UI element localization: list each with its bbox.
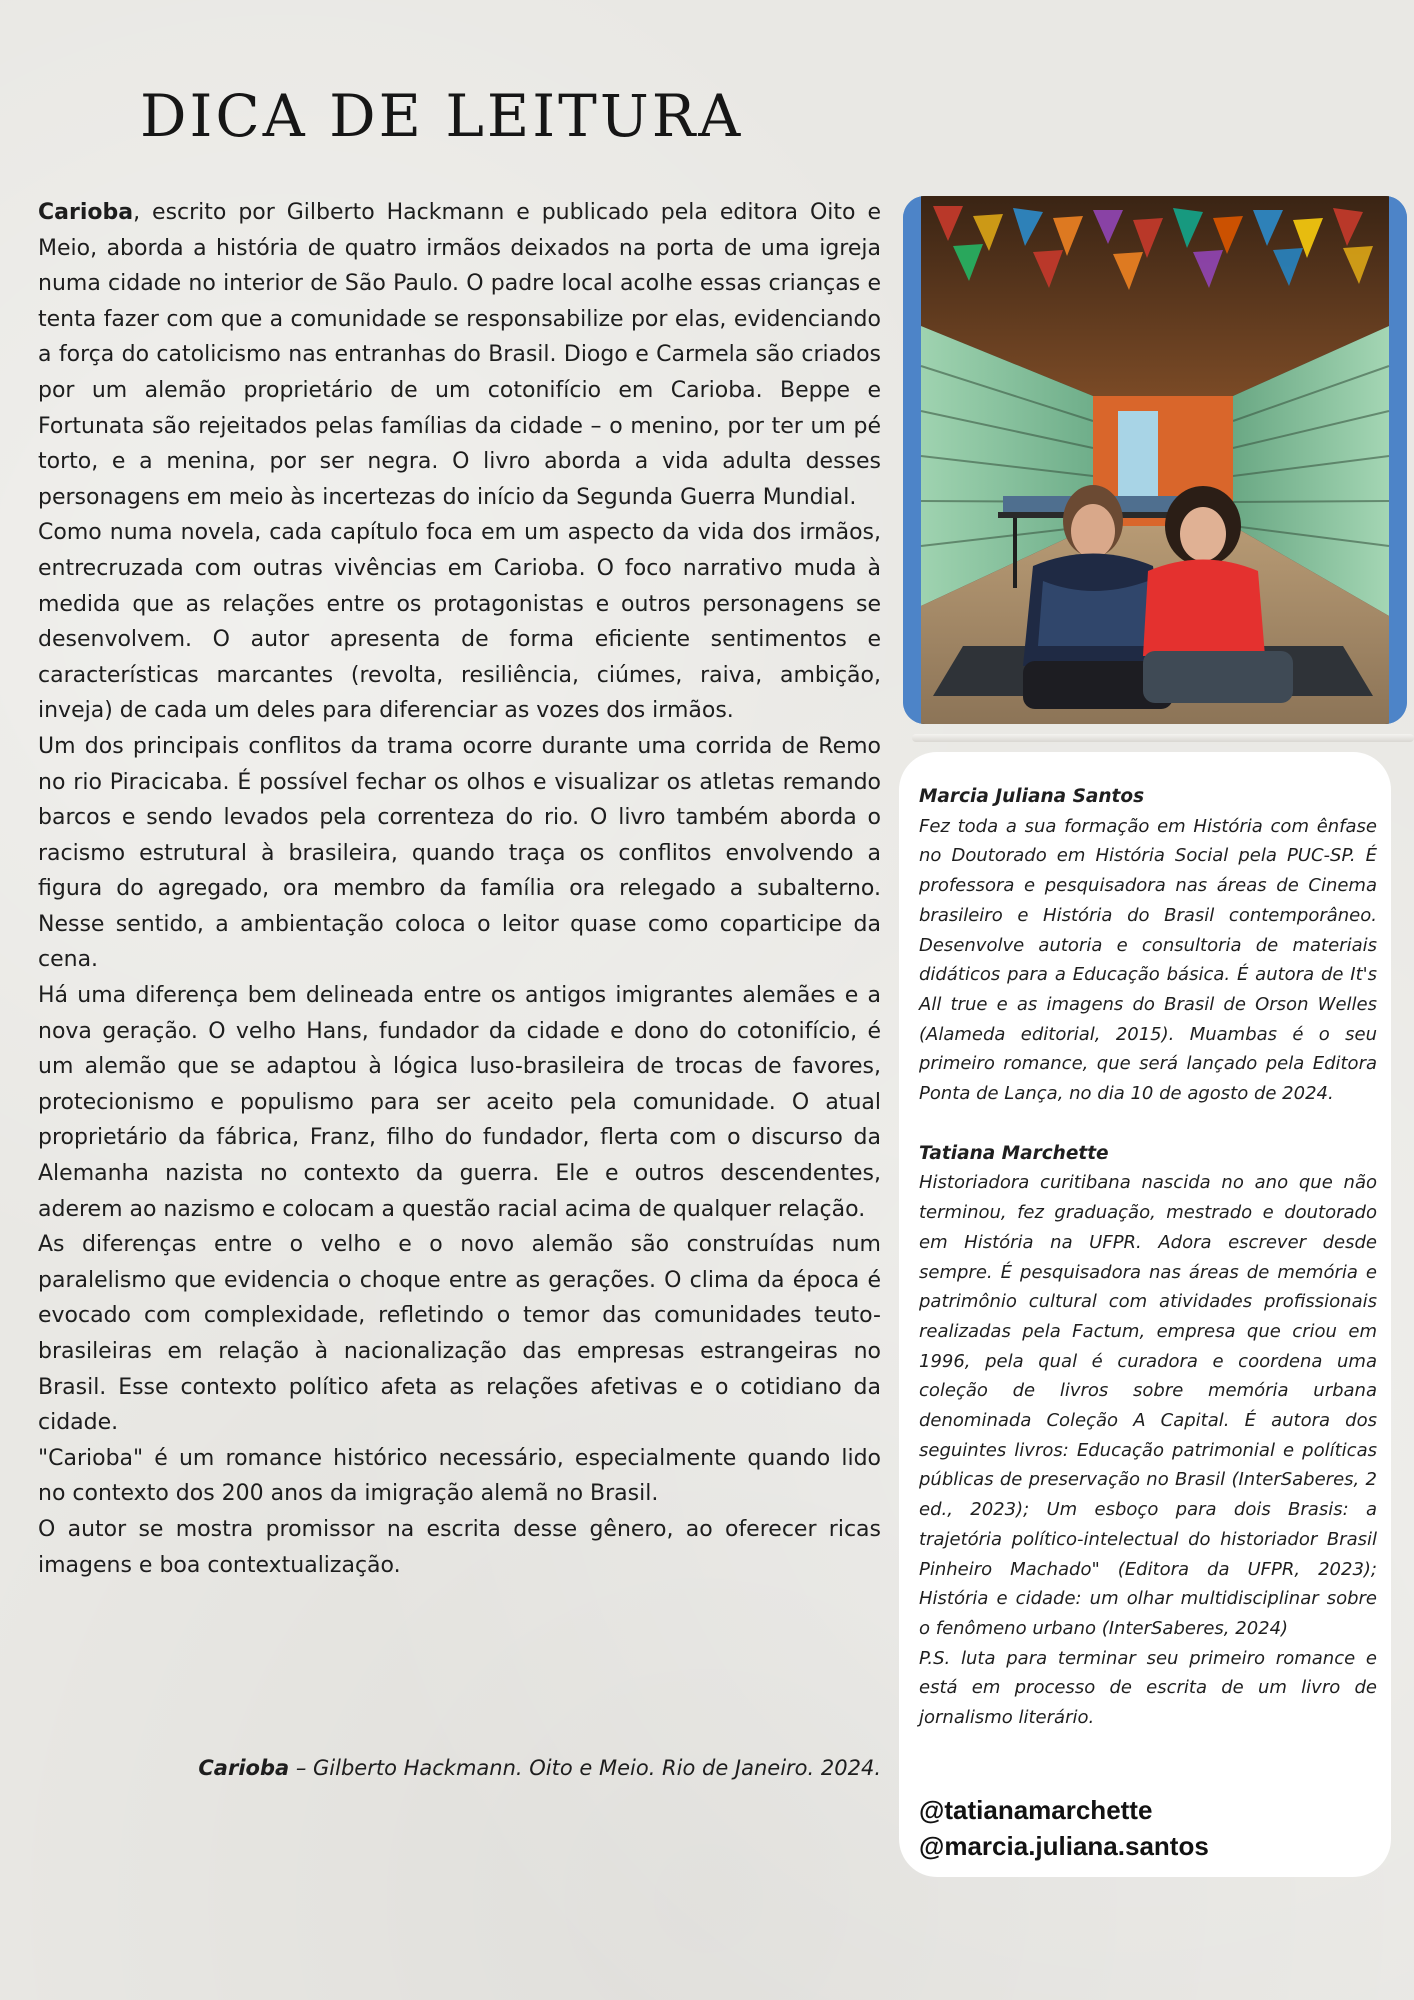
book-citation [38, 1756, 881, 1780]
social-handles [919, 1792, 1379, 1864]
citation-details: – Gilberto Hackmann. Oito e Meio. Rio de Janeiro. 2024. [289, 1756, 881, 1780]
social-handle[interactable]: @marcia.juliana.santos [919, 1831, 1209, 1861]
article-paragraph: Carioba, escrito por Gilberto Hackmann e publicado pela editora Oito e Meio, aborda a história de quatro irmãos deixados na porta de uma igreja numa cidade no interior de São Paulo. O padre local acolhe essas crianças e tenta fazer com que a comunidade se responsabilize por elas, evidenciando a força do catolicismo nas entranhas do Brasil. Diogo e Carmela são criados por um alemão proprietário de um cotonifício em Carioba. Beppe e Fortunata são rejeitados pelas famílias da cidade – o menino, por ter um pé torto, e a menina, por ser negra. O livro aborda a vida adulta desses personagens em meio às incertezas do início da Segunda Guerra Mundial. [38, 200, 881, 510]
book-title: Carioba [38, 200, 134, 225]
author-bio: Historiadora curitibana nascida no ano que não terminou, fez graduação, mestrado e doutorado em História na UFPR. Adora escrever desde sempre. É pesquisadora nas áreas de memória e patrimônio cultural com atividades profissionais realizadas pela Factum, empresa que criou em 1996, pela qual é curadora e coordena uma coleção de livros sobre memória urbana denominada Coleção A Capital. É autora dos seguintes livros: Educação patrimonial e políticas públicas de preservação no Brasil (InterSaberes, 2 ed., 2023); Um esboço para dois Brasis: a trajetória político-intelectual do historiador Brasil Pinheiro Machado" (Editora da UFPR, 2023); História e cidade: um olhar multidisciplinar sobre o fenômeno urbano (InterSaberes, 2024) [919, 1172, 1377, 1639]
article-paragraph: Como numa novela, cada capítulo foca em um aspecto da vida dos irmãos, entrecruzada com outras vivências em Carioba. O foco narrativo muda à medida que as relações entre os protagonistas e outros personagens se desenvolvem. O autor apresenta de forma eficiente sentimentos e características marcantes (revolta, resiliência, ciúmes, raiva, ambição, inveja) de cada um deles para diferenciar as vozes dos irmãos. [38, 520, 881, 724]
page-title: DICA DE LEITURA [140, 82, 744, 150]
author-bio: Fez toda a sua formação em História com ênfase no Doutorado em História Social pela PUC-SP. É professora e pesquisadora nas áreas de Cinema brasileiro e História do Brasil contemporâneo. Desenvolve autoria e consultoria de materiais didáticos para a Educação básica. É autora de It's All true e as imagens do Brasil de Orson Welles (Alameda editorial, 2015). Muambas é o seu primeiro romance, que será lançado pela Editora Ponta de Lança, no dia 10 de agosto de 2024. [919, 815, 1377, 1105]
article-paragraph: Um dos principais conflitos da trama ocorre durante uma corrida de Remo no rio Piracicaba. É possível fechar os olhos e visualizar os atletas remando barcos e sendo levados pela correnteza do rio. O livro também aborda o racismo estrutural à brasileira, quando traça os conflitos envolvendo a figura do agregado, ora membro da família ora relegado a subalterno. Nesse sentido, a ambientação coloca o leitor quase como coparticipe da cena. [38, 733, 881, 973]
divider [912, 734, 1414, 742]
authors-bio-card [899, 752, 1391, 1877]
article-paragraph: Há uma diferença bem delineada entre os antigos imigrantes alemães e a nova geração. O velho Hans, fundador da cidade e dono do cotonifício, é um alemão que se adaptou à lógica luso-brasileira de trocas de favores, protecionismo e populismo para ser aceito pela comunidade. O atual proprietário da fábrica, Franz, filho do fundador, flerta com o discurso da Alemanha nazista no contexto da guerra. Ele e outros descendentes, aderem ao nazismo e colocam a questão racial acima de qualquer relação. [38, 983, 881, 1222]
author-name: Tatiana Marchette [919, 1142, 1109, 1164]
bio-content [919, 782, 1377, 1733]
article-body [38, 195, 881, 1583]
author-ps: P.S. luta para terminar seu primeiro romance e está em processo de escrita de um livro de jornalismo literário. [919, 1647, 1377, 1729]
social-handle[interactable]: @tatianamarchette [919, 1795, 1153, 1825]
article-paragraph: "Carioba" é um romance histórico necessário, especialmente quando lido no contexto dos 200 anos da imigração alemã no Brasil. [38, 1445, 881, 1507]
author-name: Marcia Juliana Santos [919, 786, 1145, 807]
bookstore-photo-icon [903, 196, 1407, 724]
citation-book-title: Carioba [198, 1756, 290, 1780]
article-paragraph: As diferenças entre o velho e o novo alemão são construídas num paralelismo que evidencia o choque entre as gerações. O clima da época é evocado com complexidade, refletindo o temor das comunidades teuto-brasileiras em relação à nacionalização das empresas estrangeiras no Brasil. Esse contexto político afeta as relações afetivas e o cotidiano da cidade. [38, 1232, 881, 1436]
article-paragraph: O autor se mostra promissor na escrita desse gênero, ao oferecer ricas imagens e boa contextualização. [38, 1516, 881, 1578]
bookstore-photo [903, 196, 1407, 724]
